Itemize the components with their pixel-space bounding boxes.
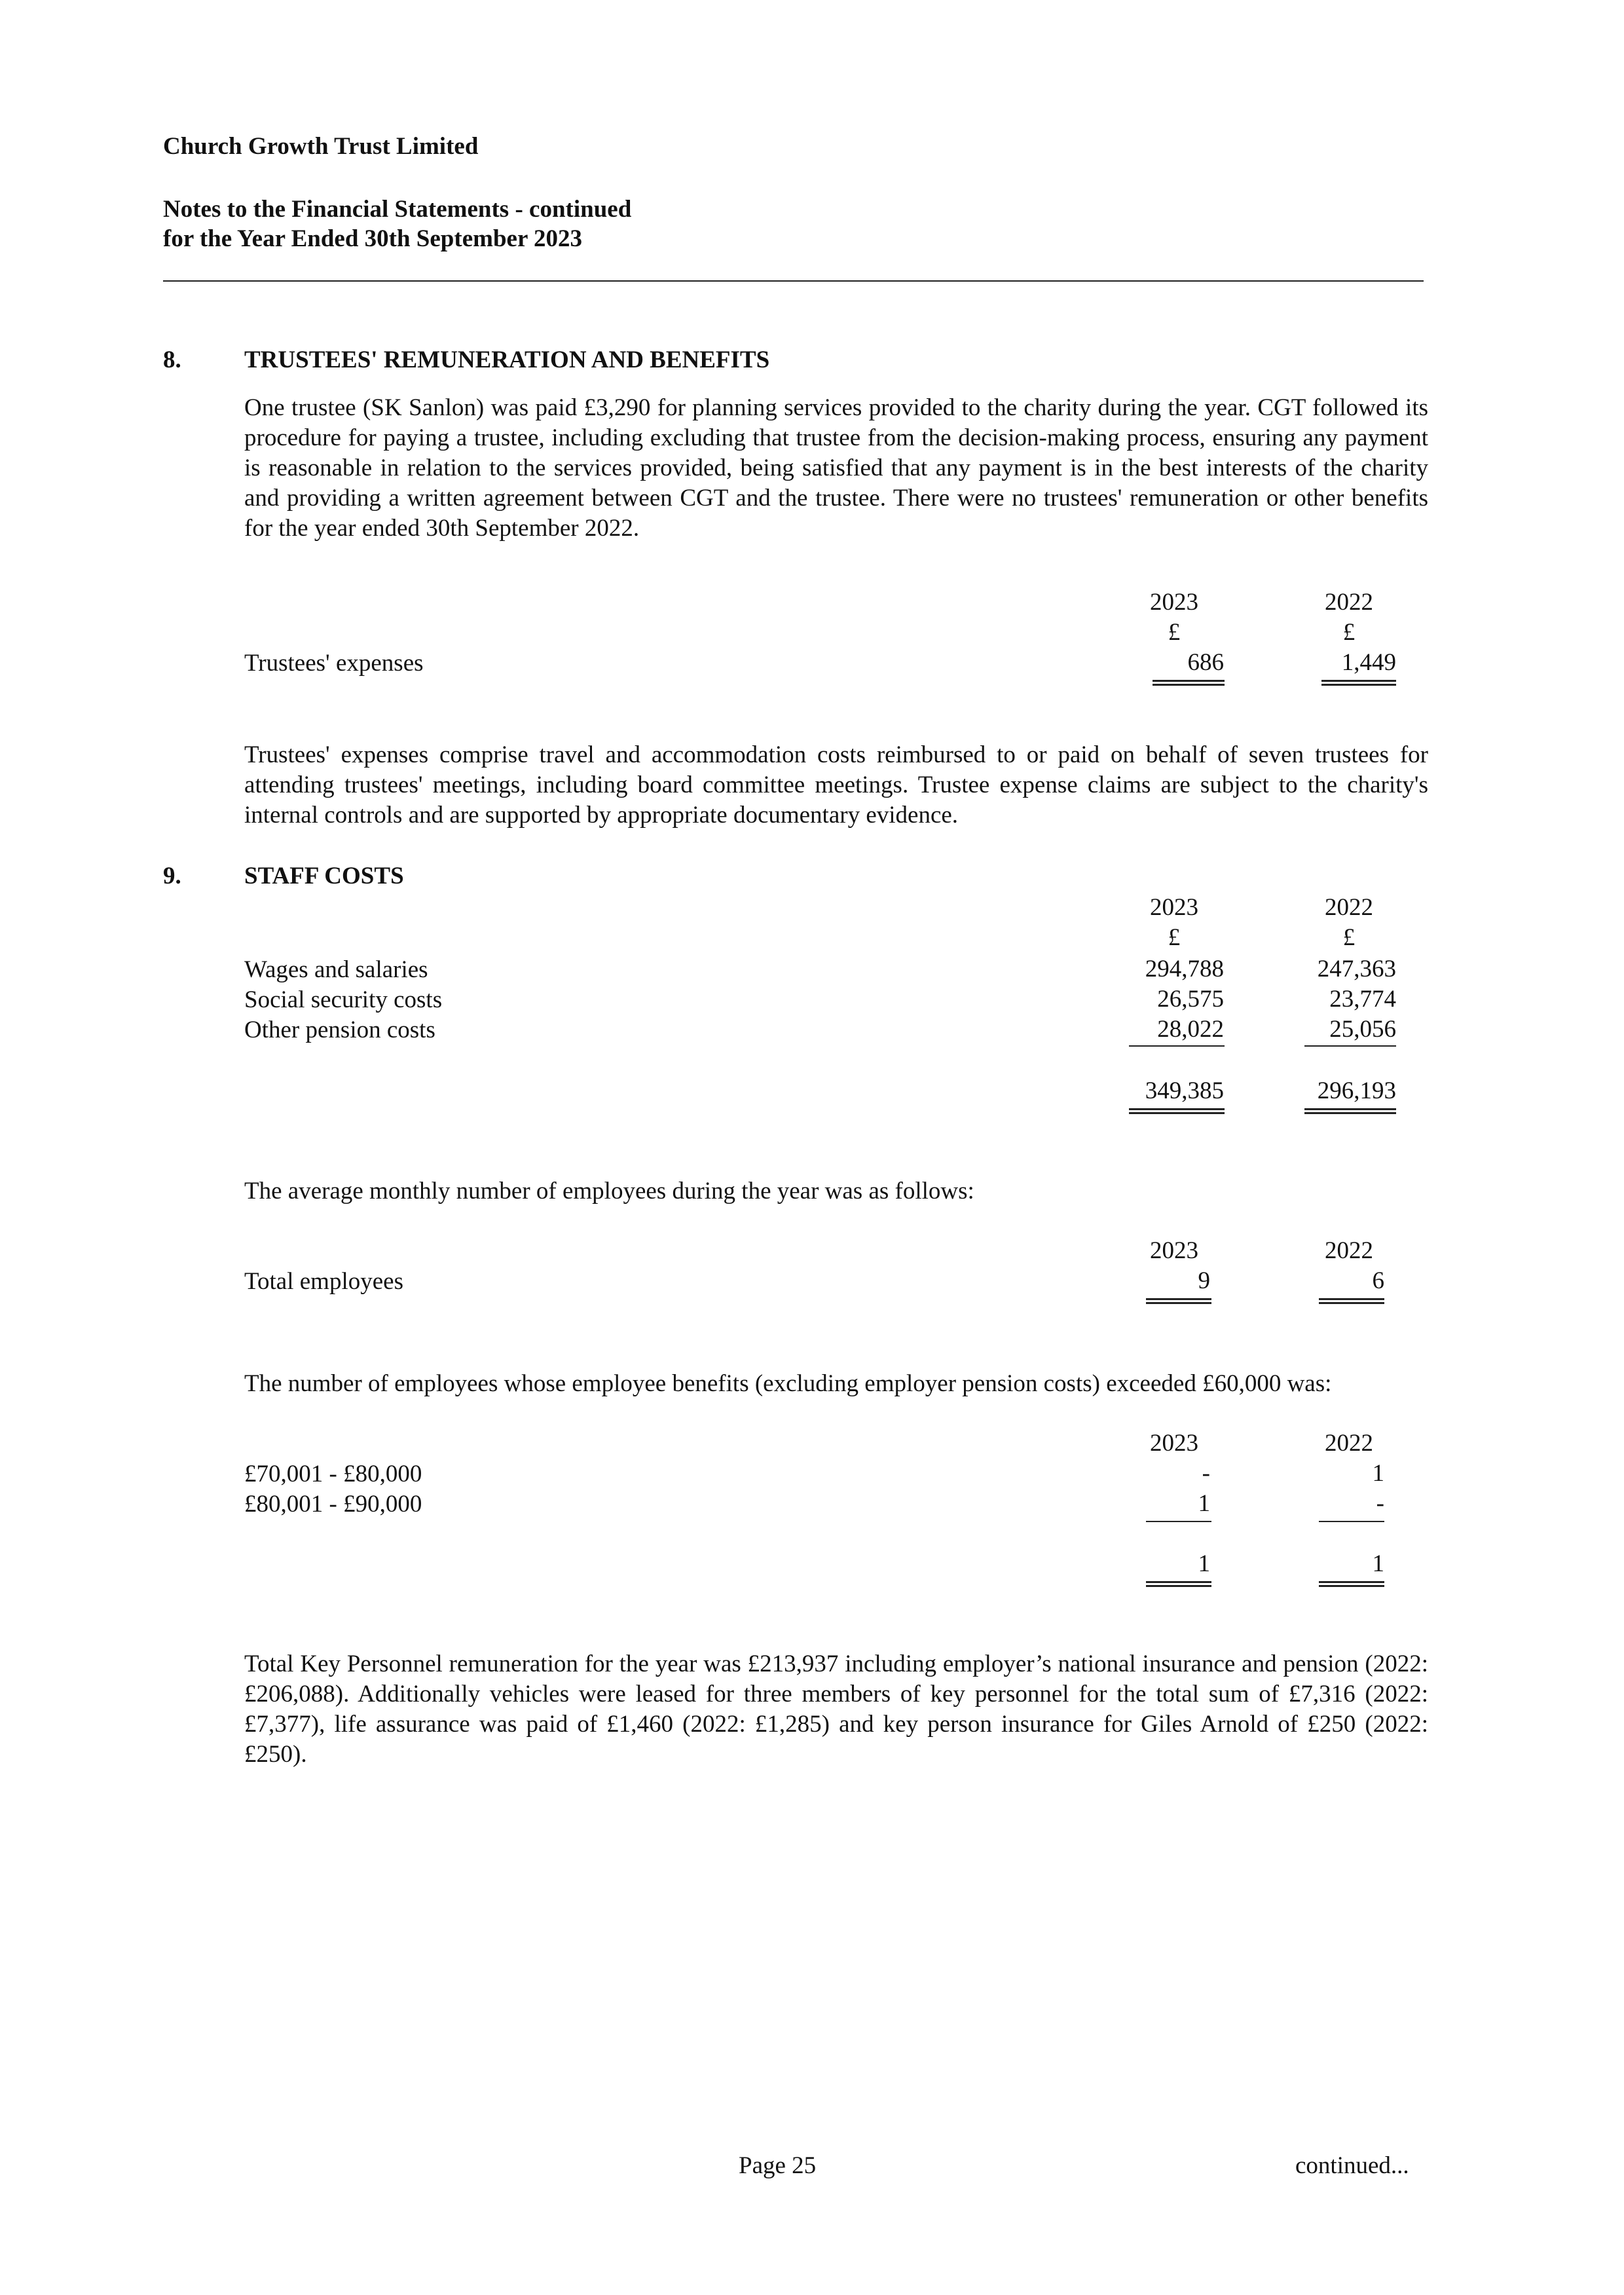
s9-col-2023: 2023 — [1150, 894, 1198, 921]
band-col-2023: 2023 — [1150, 1430, 1198, 1457]
company-name: Church Growth Trust Limited — [163, 133, 479, 160]
trustees-expenses-label: Trustees' expenses — [244, 650, 424, 677]
s8-col-2022: 2022 — [1325, 589, 1373, 616]
total-employees-label: Total employees — [244, 1268, 403, 1295]
section-8-title: TRUSTEES' REMUNERATION AND BENEFITS — [244, 346, 770, 373]
bands-total-underline-2022 — [1319, 1581, 1384, 1587]
staff-row-2022: 247,363 — [1317, 956, 1396, 982]
key-personnel-paragraph: Total Key Personnel remuneration for the year was £213,937 including employer’s national insurance and pension (2022: £206,088). Additionally vehicles were leased for three members of key personnel for the total sum of £7,316 (2022: £7,377), life assurance was paid of £1,460 (2022: £1,285) and key person insurance for Giles Arnold of £250 (2022: £250). — [244, 1651, 1428, 1768]
band-row-2022: 1 — [1372, 1460, 1384, 1487]
band-row-2023: - — [1202, 1460, 1210, 1487]
employees-underline-2022 — [1319, 1298, 1384, 1304]
s9-currency-2022: £ — [1342, 924, 1356, 951]
page-number: Page 25 — [739, 2152, 817, 2179]
s8-currency-2023: £ — [1168, 619, 1181, 646]
staff-total-2023: 349,385 — [1145, 1077, 1224, 1104]
page-title-line1: Notes to the Financial Statements - continued — [163, 196, 632, 223]
staff-row-label: Other pension costs — [244, 1017, 435, 1043]
staff-row-label: Wages and salaries — [244, 956, 428, 983]
employees-underline-2023 — [1146, 1298, 1211, 1304]
section-9-number: 9. — [163, 863, 181, 889]
page-title-line2: for the Year Ended 30th September 2023 — [163, 225, 582, 252]
section-9-title: STAFF COSTS — [244, 863, 404, 889]
bands-total-underline-2023 — [1146, 1581, 1211, 1587]
staff-row-2023: 26,575 — [1157, 986, 1224, 1013]
band-row-label: £80,001 - £90,000 — [244, 1491, 422, 1518]
staff-row-2022: 25,056 — [1329, 1016, 1396, 1043]
band-row-2023: 1 — [1198, 1490, 1210, 1517]
s8-underline-2023 — [1153, 680, 1225, 686]
emp-col-2022: 2022 — [1325, 1237, 1373, 1264]
s8-underline-2022 — [1321, 680, 1396, 686]
staff-subtotal-rule-2023 — [1129, 1045, 1225, 1047]
bands-intro: The number of employees whose employee benefits (excluding employer pension costs) exceeded £60,000 was: — [244, 1370, 1332, 1397]
s9-currency-2023: £ — [1168, 924, 1181, 951]
bands-subtotal-rule-2022 — [1319, 1521, 1384, 1522]
band-col-2022: 2022 — [1325, 1430, 1373, 1457]
staff-row-label: Social security costs — [244, 986, 443, 1013]
bands-subtotal-rule-2023 — [1146, 1521, 1211, 1522]
band-row-2022: - — [1376, 1490, 1384, 1517]
staff-row-2023: 28,022 — [1157, 1016, 1224, 1043]
section-8-number: 8. — [163, 346, 181, 373]
staff-subtotal-rule-2022 — [1304, 1045, 1396, 1047]
staff-total-underline-2023 — [1129, 1108, 1225, 1114]
continued-label: continued... — [1295, 2152, 1409, 2179]
s8-currency-2022: £ — [1342, 619, 1356, 646]
header-divider — [163, 280, 1424, 282]
bands-total-2023: 1 — [1198, 1550, 1210, 1577]
staff-row-2023: 294,788 — [1145, 956, 1224, 982]
staff-total-2022: 296,193 — [1317, 1077, 1396, 1104]
total-employees-2022: 6 — [1372, 1267, 1384, 1294]
bands-total-2022: 1 — [1372, 1550, 1384, 1577]
emp-col-2023: 2023 — [1150, 1237, 1198, 1264]
trustees-expenses-2023: 686 — [1187, 649, 1224, 676]
band-row-label: £70,001 - £80,000 — [244, 1461, 422, 1487]
section-8-paragraph-2: Trustees' expenses comprise travel and accommodation costs reimbursed to or paid on behalf of seven trustees for attending trustees' meetings, including board committee meetings. Trustee expense claims are subject to the charity's internal controls and are supported by appropriate documentary evidence. — [244, 741, 1428, 829]
total-employees-2023: 9 — [1198, 1267, 1210, 1294]
staff-total-underline-2022 — [1304, 1108, 1396, 1114]
section-8-paragraph-1: One trustee (SK Sanlon) was paid £3,290 for planning services provided to the charity during the year. CGT followed its procedure for paying a trustee, including excluding that trustee from the decision-making process, ensuring any payment is reasonable in relation to the services provided, being satisfied that any payment is in the best interests of the charity and providing a written agreement between CGT and the trustee. There were no trustees' remuneration or other benefits for the year ended 30th September 2022. — [244, 394, 1428, 542]
s8-col-2023: 2023 — [1150, 589, 1198, 616]
staff-row-2022: 23,774 — [1329, 986, 1396, 1013]
trustees-expenses-2022: 1,449 — [1341, 649, 1396, 676]
employees-intro: The average monthly number of employees during the year was as follows: — [244, 1178, 974, 1204]
s9-col-2022: 2022 — [1325, 894, 1373, 921]
